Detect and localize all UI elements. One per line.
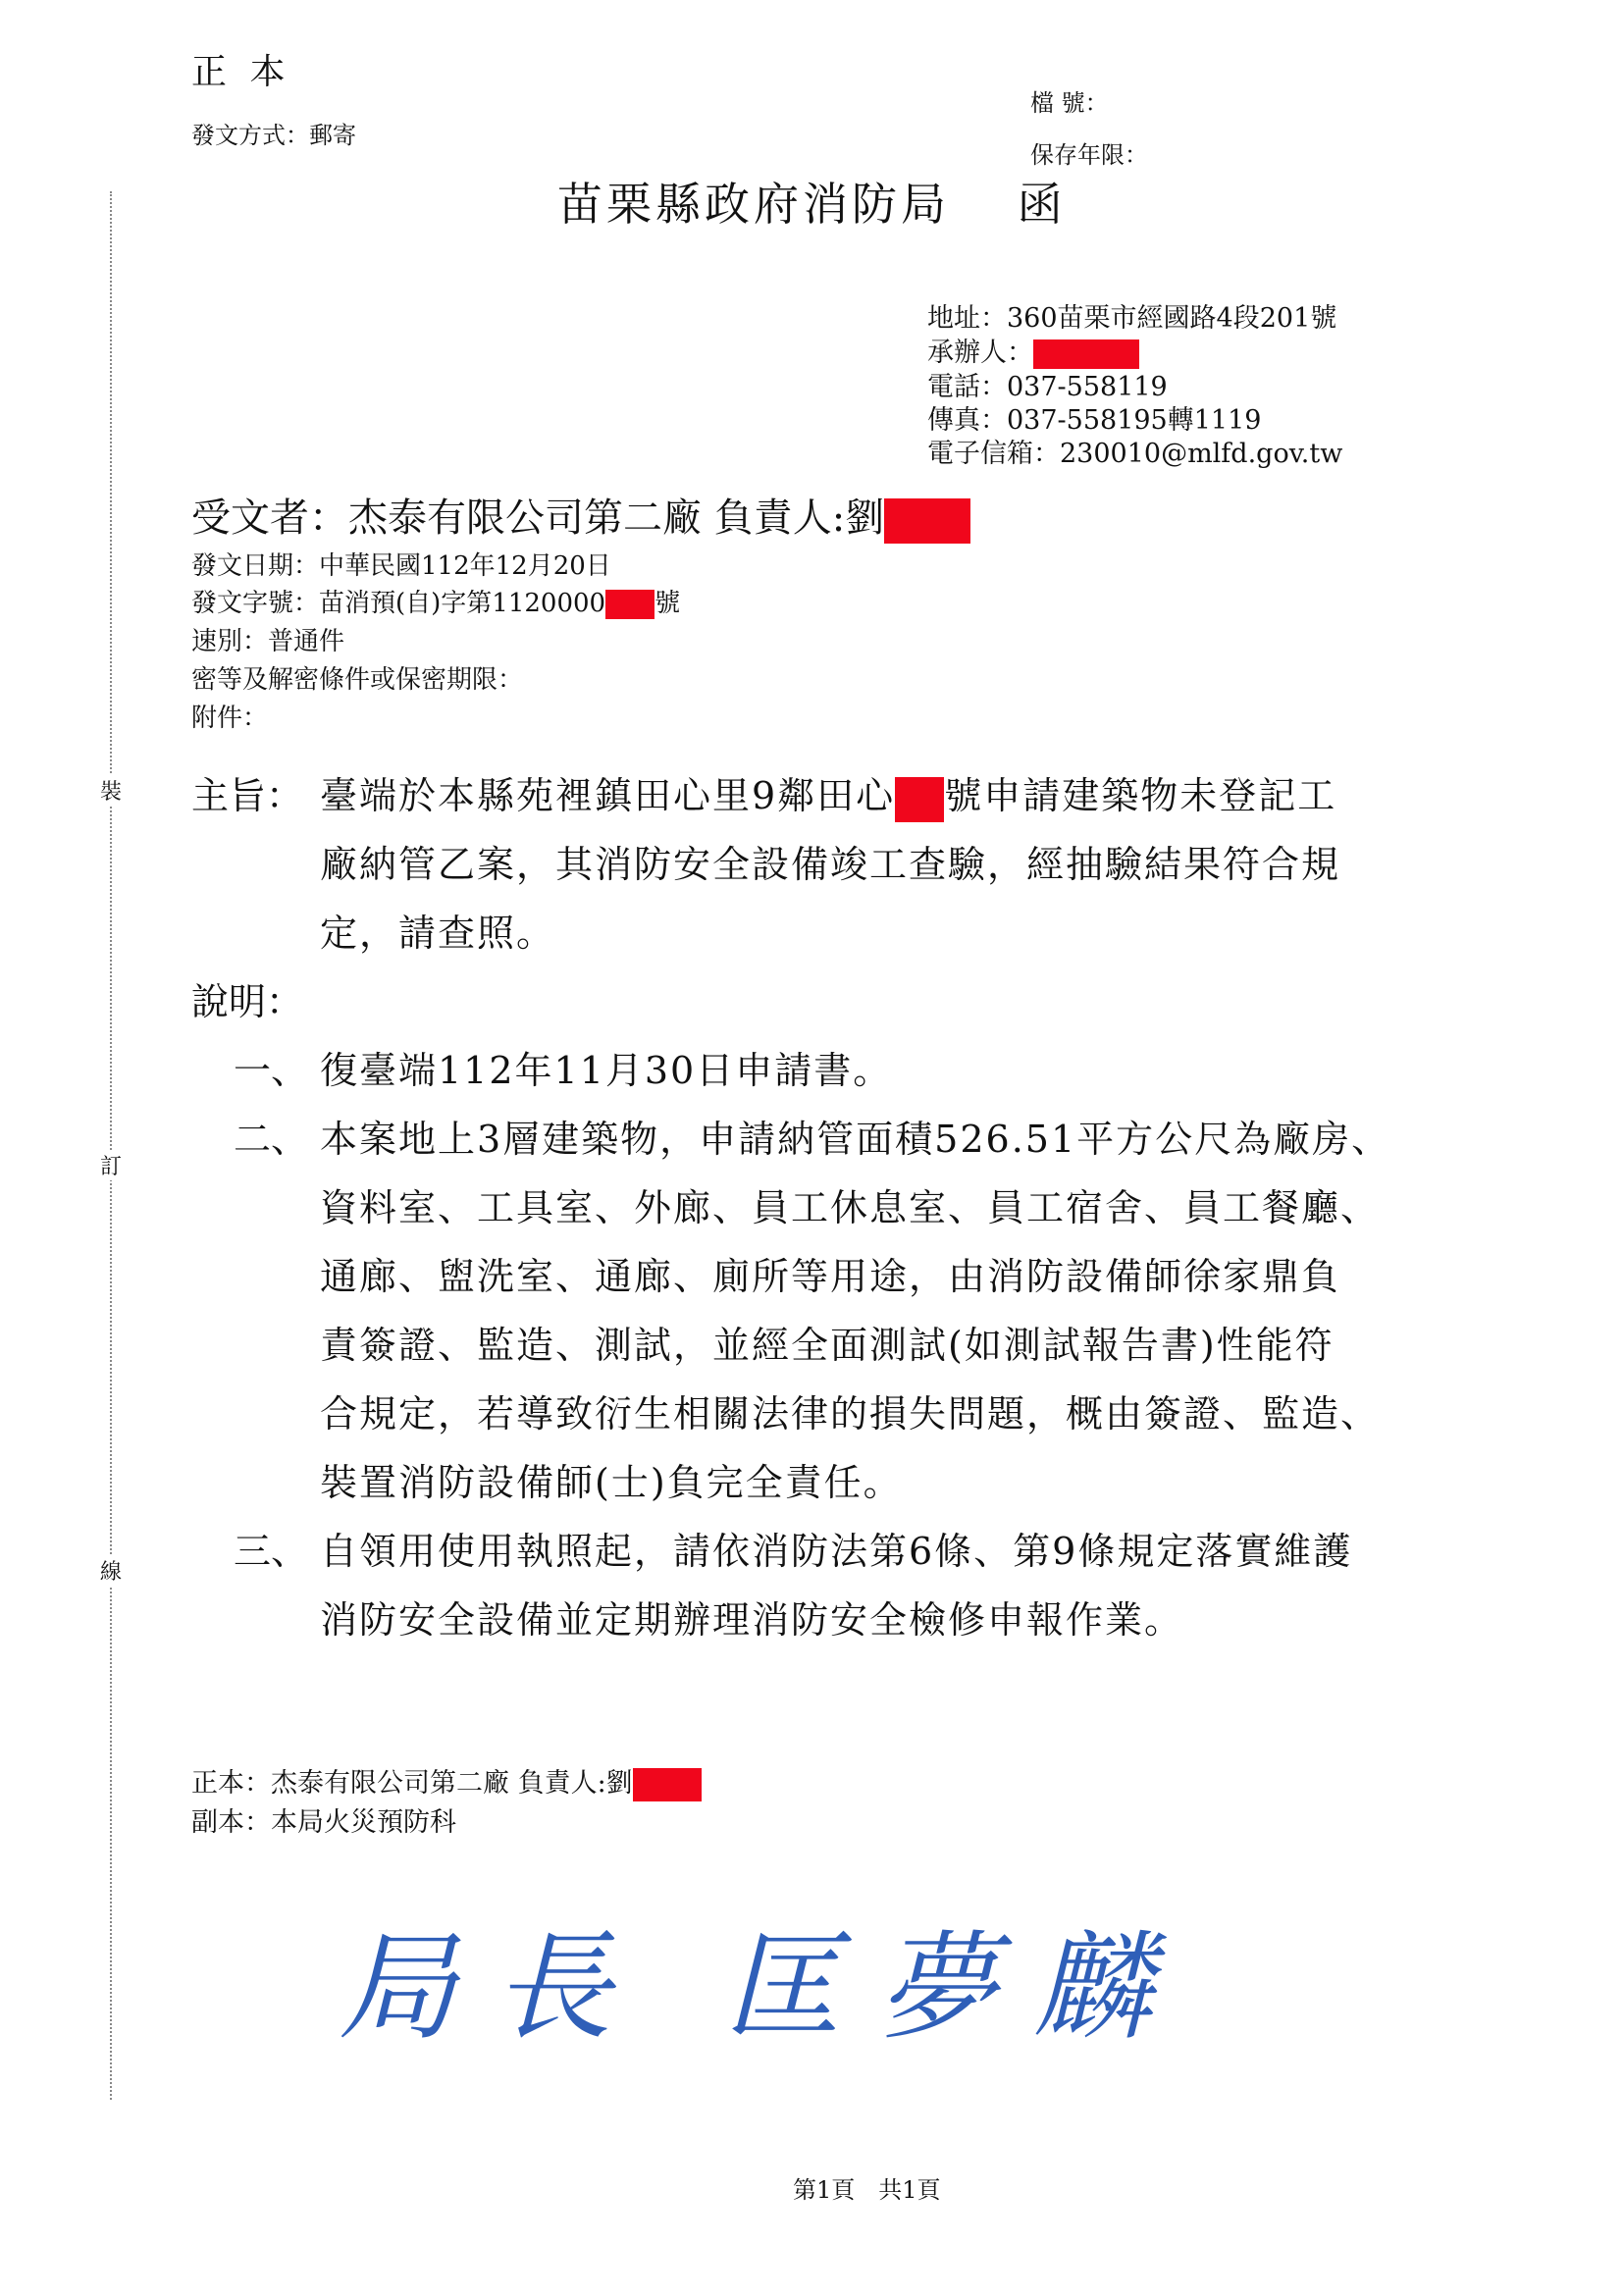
doc-number-suffix: 號 bbox=[654, 589, 681, 618]
binding-line bbox=[110, 191, 112, 2100]
item-line: 自領用使用執照起，請依消防法第6條、第9條規定落實維護 bbox=[320, 1530, 1353, 1573]
binding-mark-zhuang: 裝 bbox=[100, 775, 122, 806]
original-recipient bbox=[191, 1761, 702, 1801]
redaction bbox=[1033, 339, 1139, 369]
email: 電子信箱：230010@mlfd.gov.tw bbox=[927, 439, 1343, 469]
retention-label: 保存年限： bbox=[1030, 141, 1148, 169]
fax: 傳真：037-558195轉1119 bbox=[927, 405, 1262, 436]
redaction bbox=[884, 498, 970, 544]
item-line: 合規定，若導致衍生相關法律的損失問題，概由簽證、監造、 bbox=[320, 1392, 1381, 1435]
item-line: 復臺端112年11月30日申請書。 bbox=[320, 1049, 893, 1092]
file-number-label: 檔 號： bbox=[1030, 89, 1109, 117]
explanation-label: 說明： bbox=[191, 980, 304, 1023]
address: 地址：360苗栗市經國路4段201號 bbox=[927, 303, 1337, 334]
redaction bbox=[605, 590, 654, 619]
doc-number-prefix: 發文字號：苗消預(自)字第1120000 bbox=[191, 589, 606, 618]
copy-type: 正 本 bbox=[191, 52, 291, 92]
item-line: 消防安全設備並定期辦理消防安全檢修申報作業。 bbox=[320, 1598, 1184, 1642]
item-number: 三、 bbox=[234, 1530, 309, 1573]
attachments: 附件： bbox=[191, 704, 269, 733]
director-signature: 局長 匡夢麟 bbox=[339, 1920, 1189, 2057]
binding-mark-ding: 訂 bbox=[100, 1150, 122, 1180]
item-line: 責簽證、監造、測試，並經全面測試(如測試報告書)性能符 bbox=[320, 1324, 1335, 1367]
document-number bbox=[191, 583, 680, 619]
issue-date: 發文日期：中華民國112年12月20日 bbox=[191, 551, 611, 581]
document-title: 苗栗縣政府消防局 函 bbox=[557, 178, 1067, 231]
speed: 速別：普通件 bbox=[191, 627, 345, 656]
original-text: 正本：杰泰有限公司第二廠 負責人:劉 bbox=[191, 1768, 633, 1799]
handler bbox=[927, 331, 1139, 369]
subject-text-b: 號申請建築物未登記工 bbox=[944, 774, 1337, 817]
secrecy: 密等及解密條件或保密期限： bbox=[191, 665, 524, 695]
subject-line-1 bbox=[320, 765, 1336, 822]
binding-mark-xian: 線 bbox=[100, 1555, 122, 1586]
item-line: 本案地上3層建築物，申請納管面積526.51平方公尺為廠房、 bbox=[320, 1118, 1391, 1161]
redaction bbox=[895, 777, 944, 822]
delivery-method: 發文方式：郵寄 bbox=[191, 122, 356, 149]
subject-line-3: 定，請查照。 bbox=[320, 912, 556, 955]
duplicate-recipient: 副本：本局火災預防科 bbox=[191, 1807, 456, 1838]
recipient-text: 受文者：杰泰有限公司第二廠 負責人:劉 bbox=[191, 496, 885, 541]
redaction bbox=[633, 1768, 702, 1801]
item-line: 通廊、盥洗室、通廊、廁所等用途，由消防設備師徐家鼎負 bbox=[320, 1255, 1341, 1298]
subject-line-2: 廠納管乙案，其消防安全設備竣工查驗，經抽驗結果符合規 bbox=[320, 843, 1341, 886]
item-number: 二、 bbox=[234, 1118, 309, 1161]
item-line: 資料室、工具室、外廊、員工休息室、員工宿舍、員工餐廳、 bbox=[320, 1186, 1381, 1229]
phone: 電話：037-558119 bbox=[927, 372, 1168, 402]
recipient bbox=[191, 487, 970, 544]
subject-label: 主旨： bbox=[191, 774, 304, 817]
item-line: 裝置消防設備師(士)負完全責任。 bbox=[320, 1461, 903, 1504]
subject-text-a: 臺端於本縣苑裡鎮田心里9鄰田心 bbox=[320, 774, 896, 817]
page-footer: 第1頁 共1頁 bbox=[793, 2176, 941, 2204]
handler-label: 承辦人： bbox=[927, 338, 1033, 368]
item-number: 一、 bbox=[234, 1049, 309, 1092]
